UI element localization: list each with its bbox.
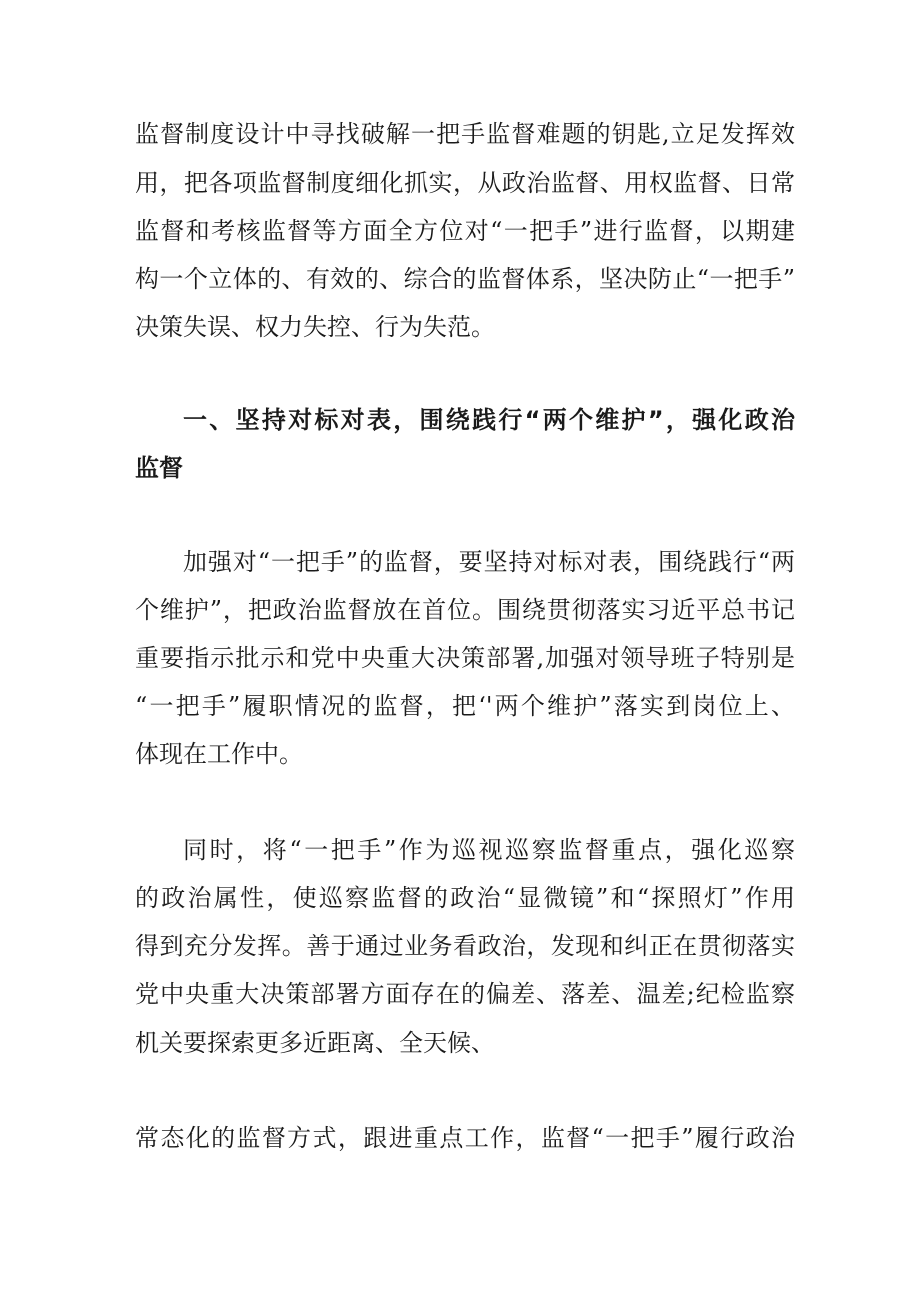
paragraph-line: 重要指示批示和党中央重大决策部署,加强对领导班子特别是: [135, 644, 795, 672]
paragraph-line: 党中央重大决策部署方面存在的偏差、落差、温差;纪检监察: [135, 980, 795, 1008]
paragraph-line: 监督制度设计中寻找破解一把手监督难题的钥匙,立足发挥效: [135, 120, 795, 148]
section-heading: 一、坚持对标对表，围绕践行“两个维护”，强化政治: [183, 406, 795, 434]
paragraph-line: 得到充分发挥。善于通过业务看政治，发现和纠正在贯彻落实: [135, 932, 795, 960]
paragraph-line: 监督和考核监督等方面全方位对“一把手”进行监督，以期建: [135, 217, 795, 245]
paragraph-line: 体现在工作中。: [135, 740, 303, 768]
paragraph-line: 个维护”，把政治监督放在首位。围绕贯彻落实习近平总书记: [135, 596, 795, 624]
paragraph-line: 用，把各项监督制度细化抓实，从政治监督、用权监督、日常: [135, 169, 795, 197]
section-heading: 监督: [135, 454, 183, 482]
paragraph-line: 加强对“一把手”的监督，要坚持对标对表，围绕践行“两: [183, 548, 795, 576]
paragraph-line: 的政治属性，使巡察监督的政治“显微镜”和“探照灯”作用: [135, 884, 795, 912]
paragraph-line: 常态化的监督方式，跟进重点工作，监督“一把手”履行政治: [135, 1124, 795, 1152]
paragraph-line: “一把手”履职情况的监督，把‘'两个维护”落实到岗位上、: [135, 692, 795, 720]
paragraph-line: 同时，将“一把手”作为巡视巡察监督重点，强化巡察: [183, 836, 795, 864]
paragraph-line: 决策失误、权力失控、行为失范。: [135, 313, 495, 341]
paragraph-line: 构一个立体的、有效的、综合的监督体系，坚决防止“一把手”: [135, 265, 795, 293]
paragraph-line: 机关要探索更多近距离、全天候、: [135, 1029, 495, 1057]
